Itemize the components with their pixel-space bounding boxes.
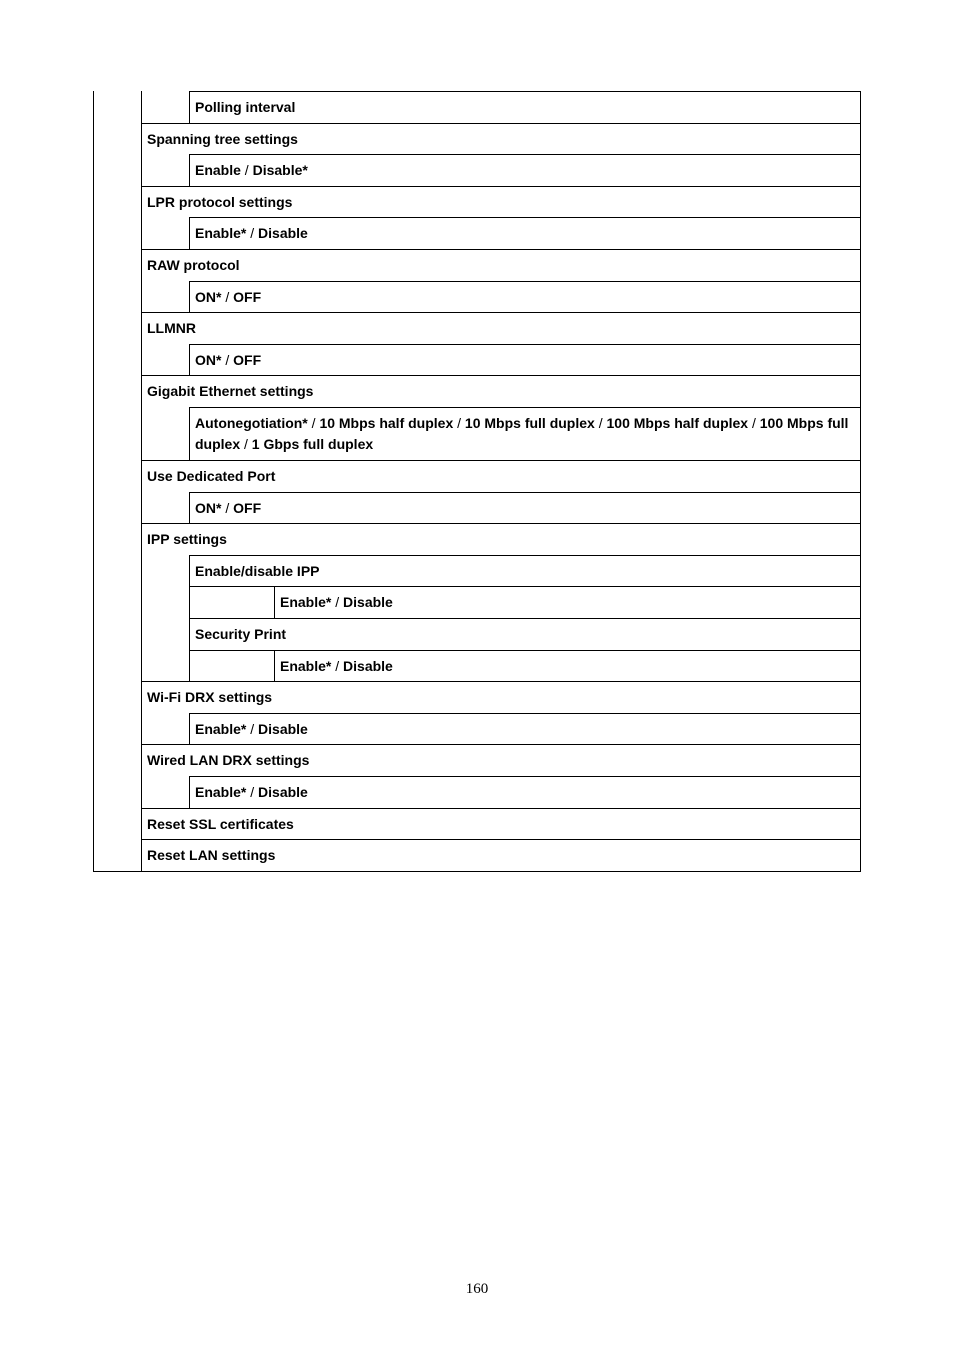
table-row-cell xyxy=(189,217,861,249)
option-label: Spanning tree settings xyxy=(147,130,298,147)
separator: / xyxy=(221,351,234,368)
option-label: Enable* xyxy=(195,784,247,800)
option-label: RAW protocol xyxy=(147,257,240,273)
indent-spacer xyxy=(189,586,274,618)
separator: / xyxy=(307,415,320,431)
separator: / xyxy=(221,288,234,305)
table-row-cell xyxy=(141,808,861,840)
table-row-cell xyxy=(141,681,861,713)
table-row-cell xyxy=(141,523,861,555)
option-label: ON* xyxy=(195,351,222,368)
option-label: Disable xyxy=(258,720,308,737)
table-row-cell xyxy=(274,650,861,682)
separator: / xyxy=(246,225,259,242)
separator: / xyxy=(240,162,253,179)
option-label: Wired LAN DRX settings xyxy=(147,752,310,769)
option-label: OFF xyxy=(233,351,262,368)
indent-column-border xyxy=(141,91,142,872)
separator: / xyxy=(246,720,259,737)
table-row-cell xyxy=(189,618,861,650)
separator: / xyxy=(331,657,344,674)
option-label: 1 Gbps full duplex xyxy=(251,436,374,452)
option-label: ON* xyxy=(195,499,222,516)
option-label: Disable xyxy=(343,657,393,674)
option-label: Autonegotiation* xyxy=(195,415,308,431)
table-row-cell xyxy=(141,375,861,407)
page-number: 160 xyxy=(465,1281,489,1297)
separator: / xyxy=(246,784,259,800)
option-label: 100 Mbps full duplex xyxy=(195,415,849,452)
option-label: Use Dedicated Port xyxy=(147,468,276,484)
table-row-cell xyxy=(141,249,861,281)
option-label: Disable xyxy=(258,784,308,800)
option-label: Polling interval xyxy=(195,99,296,115)
table-row-cell xyxy=(189,713,861,745)
table-row-cell xyxy=(189,776,861,808)
option-label: LLMNR xyxy=(147,320,196,337)
option-label: Wi-Fi DRX settings xyxy=(147,689,273,706)
table-row-cell xyxy=(189,407,861,460)
table-row-cell xyxy=(189,344,861,376)
option-label: 100 Mbps half duplex xyxy=(606,415,749,431)
table-row-cell xyxy=(189,492,861,524)
option-label: Disable xyxy=(258,225,308,242)
option-label: Enable* xyxy=(280,594,332,611)
option-label: Enable* xyxy=(195,225,247,242)
separator: / xyxy=(748,415,760,431)
option-label: Disable* xyxy=(252,162,308,179)
indent-spacer xyxy=(189,650,274,682)
option-label: Enable xyxy=(195,162,241,179)
table-row-cell xyxy=(189,281,861,313)
table-bottom-border xyxy=(93,871,861,872)
table-row-cell xyxy=(274,586,861,618)
option-label: OFF xyxy=(233,499,262,516)
table-row-cell xyxy=(189,91,861,123)
table-row-cell xyxy=(141,312,861,344)
option-label: Gigabit Ethernet settings xyxy=(147,383,314,400)
table-row-cell xyxy=(189,555,861,587)
separator: / xyxy=(221,499,234,516)
option-label: ON* xyxy=(195,288,222,305)
table-row-cell xyxy=(141,186,861,218)
option-label: Enable/disable IPP xyxy=(195,562,320,579)
option-label: IPP settings xyxy=(147,531,227,548)
option-label: Reset SSL certificates xyxy=(147,815,294,832)
option-label: Enable* xyxy=(195,720,247,737)
separator: / xyxy=(240,436,252,452)
option-label: 10 Mbps full duplex xyxy=(464,415,595,431)
option-label: Disable xyxy=(343,594,393,611)
table-row-cell xyxy=(141,460,861,492)
table-row-cell xyxy=(141,744,861,776)
table-row-cell xyxy=(189,154,861,186)
separator: / xyxy=(594,415,607,431)
option-label: OFF xyxy=(233,288,262,305)
option-label: Reset LAN settings xyxy=(147,847,276,864)
separator: / xyxy=(453,415,465,431)
option-label: Security Print xyxy=(195,626,287,642)
option-label: Enable* xyxy=(280,657,332,674)
table-row-cell xyxy=(141,839,861,871)
option-label: LPR protocol settings xyxy=(147,193,293,210)
separator: / xyxy=(331,594,344,611)
table-row-cell xyxy=(141,123,861,155)
option-label: 10 Mbps half duplex xyxy=(319,415,454,431)
table-left-border xyxy=(93,91,94,872)
